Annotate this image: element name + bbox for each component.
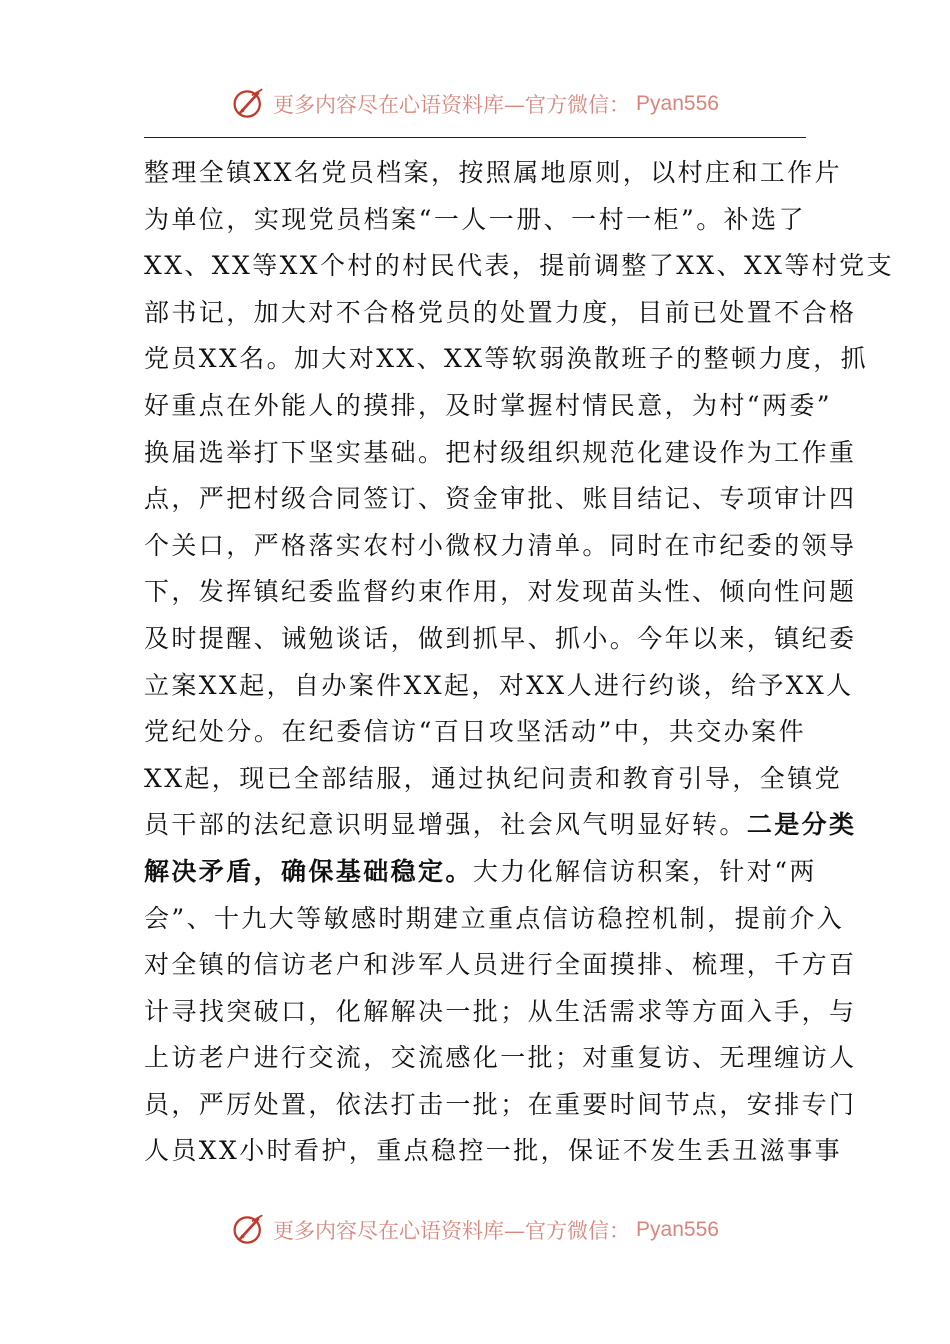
watermark-handle: Pyan556 (636, 92, 719, 115)
body-line: 上访老户进行交流，交流感化一批；对重复访、无理缠访人 (144, 1043, 857, 1073)
body-line: 立案XX起，自办案件XX起，对XX人进行约谈，给予XX人 (144, 670, 854, 700)
watermark-text: 更多内容尽在心语资料库—官方微信： (273, 93, 631, 117)
bold-heading-part2: 解决矛盾，确保基础稳定。 (144, 856, 473, 886)
body-line-mixed (144, 849, 817, 896)
watermark-handle: Pyan556 (636, 1218, 719, 1241)
body-line-mixed (144, 802, 857, 849)
body-line: 点，严把村级合同签订、资金审批、账目结记、专项审计四 (144, 484, 857, 514)
body-line-text: 大力化解信访积案，针对“两 (472, 856, 817, 886)
body-line: 会”、十九大等敏感时期建立重点信访稳控机制，提前介入 (144, 903, 845, 933)
body-line: 对全镇的信访老户和涉军人员进行全面摸排、梳理，千方百 (144, 950, 857, 980)
body-line: 换届选举打下坚实基础。把村级组织规范化建设作为工作重 (144, 437, 857, 467)
pen-circle-logo-icon (231, 1212, 267, 1248)
body-line: XX起，现已全部结服，通过执纪问责和教育引导，全镇党 (144, 763, 842, 793)
body-line: 党员XX名。加大对XX、XX等软弱涣散班子的整顿力度，抓 (144, 344, 868, 374)
header-watermark (0, 86, 950, 122)
body-line: XX、XX等XX个村的村民代表，提前调整了XX、XX等村党支 (144, 251, 894, 281)
body-line: 党纪处分。在纪委信访“百日攻坚活动”中，共交办案件 (144, 717, 806, 747)
document-body (144, 150, 894, 1175)
body-line: 计寻找突破口，化解解决一批；从生活需求等方面入手，与 (144, 996, 857, 1026)
footer-watermark (0, 1212, 950, 1248)
body-line: 及时提醒、诫勉谈话，做到抓早、抓小。今年以来，镇纪委 (144, 623, 857, 653)
body-line: 整理全镇XX名党员档案，按照属地原则，以村庄和工作片 (144, 158, 842, 187)
bold-heading-part1: 二是分类 (746, 810, 857, 840)
body-line: 个关口，严格落实农村小微权力清单。同时在市纪委的领导 (144, 530, 857, 560)
pen-circle-logo-icon (231, 86, 267, 122)
body-line: 为单位，实现党员档案“一人一册、一村一柜”。补选了 (144, 204, 806, 234)
body-line: 好重点在外能人的摸排，及时掌握村情民意，为村“两委” (144, 390, 832, 420)
watermark-text: 更多内容尽在心语资料库—官方微信： (273, 1219, 631, 1243)
body-line: 部书记，加大对不合格党员的处置力度，目前已处置不合格 (144, 297, 857, 327)
body-line: 员，严厉处置，依法打击一批；在重要时间节点，安排专门 (144, 1089, 857, 1119)
header-divider (144, 137, 806, 138)
body-line-text: 员干部的法纪意识明显增强，社会风气明显好转。 (144, 810, 747, 840)
body-line: 人员XX小时看护，重点稳控一批，保证不发生丢丑滋事事 (144, 1136, 842, 1166)
body-line: 下，发挥镇纪委监督约束作用，对发现苗头性、倾向性问题 (144, 577, 857, 607)
